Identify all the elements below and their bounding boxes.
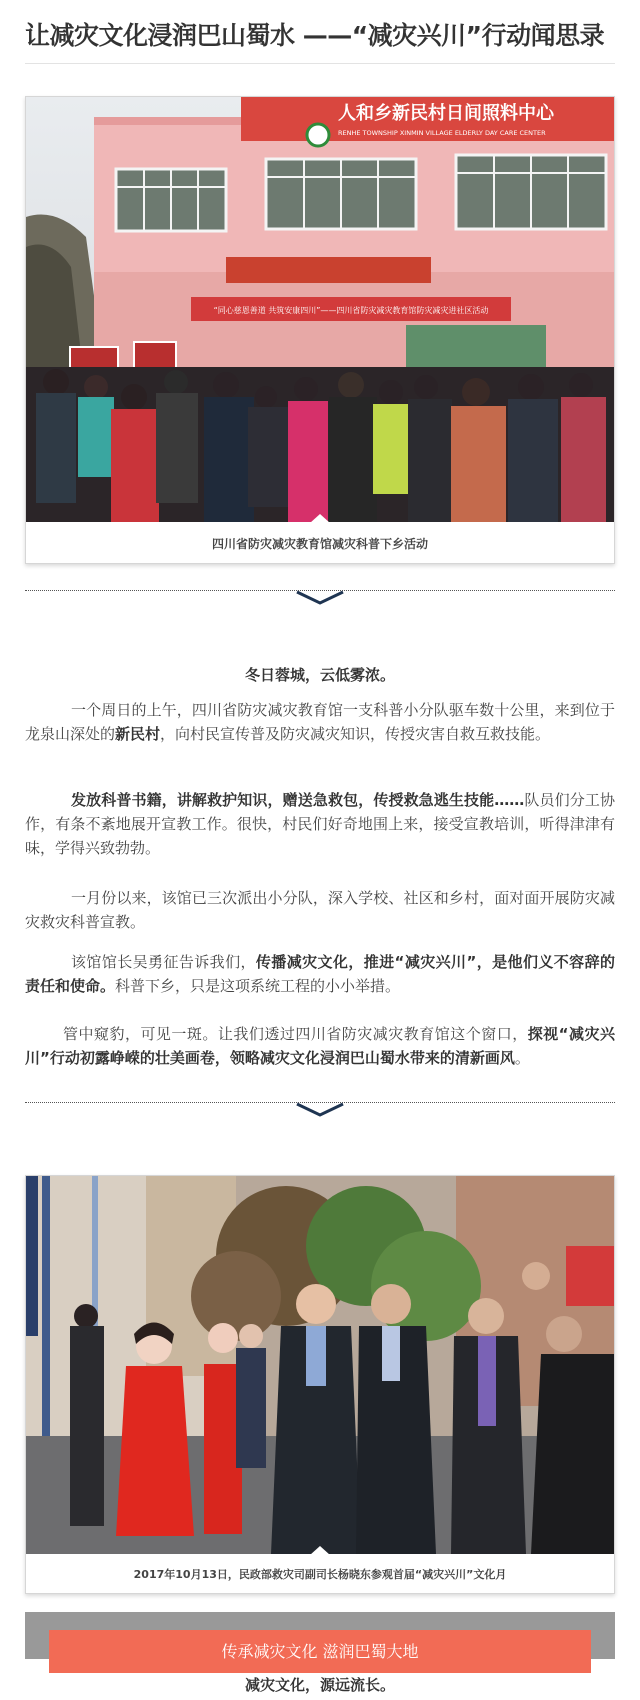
emblem-icon — [307, 124, 329, 146]
photo-official-visit[interactable] — [26, 1176, 614, 1554]
photo-caption-1: 四川省防灾减灾教育馆减灾科普下乡活动 — [211, 537, 428, 551]
lead-sentence: 冬日蓉城，云低雾浓。 — [244, 666, 395, 684]
section-divider-1 — [25, 590, 615, 610]
paragraph-2: 发放科普书籍，讲解救护知识，赠送急救包，传授救急逃生技能……队员们分工协作，有条不紊地展开宣教工作。很快，村民们好奇地围上来，接受宣教培训，听得津津有味，学得兴致勃勃。 — [25, 791, 615, 857]
section-banner-label: 传承减灾文化 滋润巴蜀大地 — [49, 1630, 591, 1673]
sign-main-text: 人和乡新民村日间照料中心 — [338, 103, 554, 124]
section-divider-2 — [25, 1102, 615, 1122]
paragraph-3: 一月份以来，该馆已三次派出小分队，深入学校、社区和乡村，面对面开展防灾减灾救灾科普宣教。 — [25, 889, 615, 931]
chevron-down-icon — [295, 1102, 345, 1118]
caption-notch — [310, 1546, 330, 1554]
title-divider — [25, 63, 615, 64]
photo-card-1 — [25, 96, 615, 564]
paragraph-5: 管中窥豹，可见一斑。让我们透过四川省防灾减灾教育馆这个窗口，探视“减灾兴川”行动初露峥嵘的壮美画卷，领略减灾文化浸润巴山蜀水带来的清新画风。 — [25, 1025, 615, 1067]
caption-notch — [310, 514, 330, 522]
photo-card-2 — [25, 1175, 615, 1594]
event-banner-text: “同心慈恩善道 共筑安康四川”——四川省防灾减灾教育馆防灾减灾进社区活动 — [213, 306, 489, 315]
photo-village-event[interactable] — [26, 97, 614, 522]
sign-sub-text: RENHE TOWNSHIP XINMIN VILLAGE ELDERLY DAY CARE CENTER — [338, 129, 546, 137]
photo-caption-2: 2017年10月13日，民政部救灾司副司长杨晓东参观首届“减灾兴川”文化月 — [133, 1568, 507, 1581]
closing-sentence: 减灾文化，源远流长。 — [244, 1676, 395, 1694]
chevron-down-icon — [295, 590, 345, 606]
paragraph-1: 一个周日的上午，四川省防灾减灾教育馆一支科普小分队驱车数十公里，来到位于龙泉山深处的新民村，向村民宣传普及防灾减灾知识，传授灾害自救互救技能。 — [25, 701, 615, 743]
paragraph-4: 该馆馆长吴勇征告诉我们，传播减灾文化，推进“减灾兴川”，是他们义不容辞的责任和使命。科普下乡，只是这项系统工程的小小举措。 — [25, 953, 615, 995]
article-title: 让减灾文化浸润巴山蜀水 ——“减灾兴川”行动闻思录 — [25, 21, 605, 50]
